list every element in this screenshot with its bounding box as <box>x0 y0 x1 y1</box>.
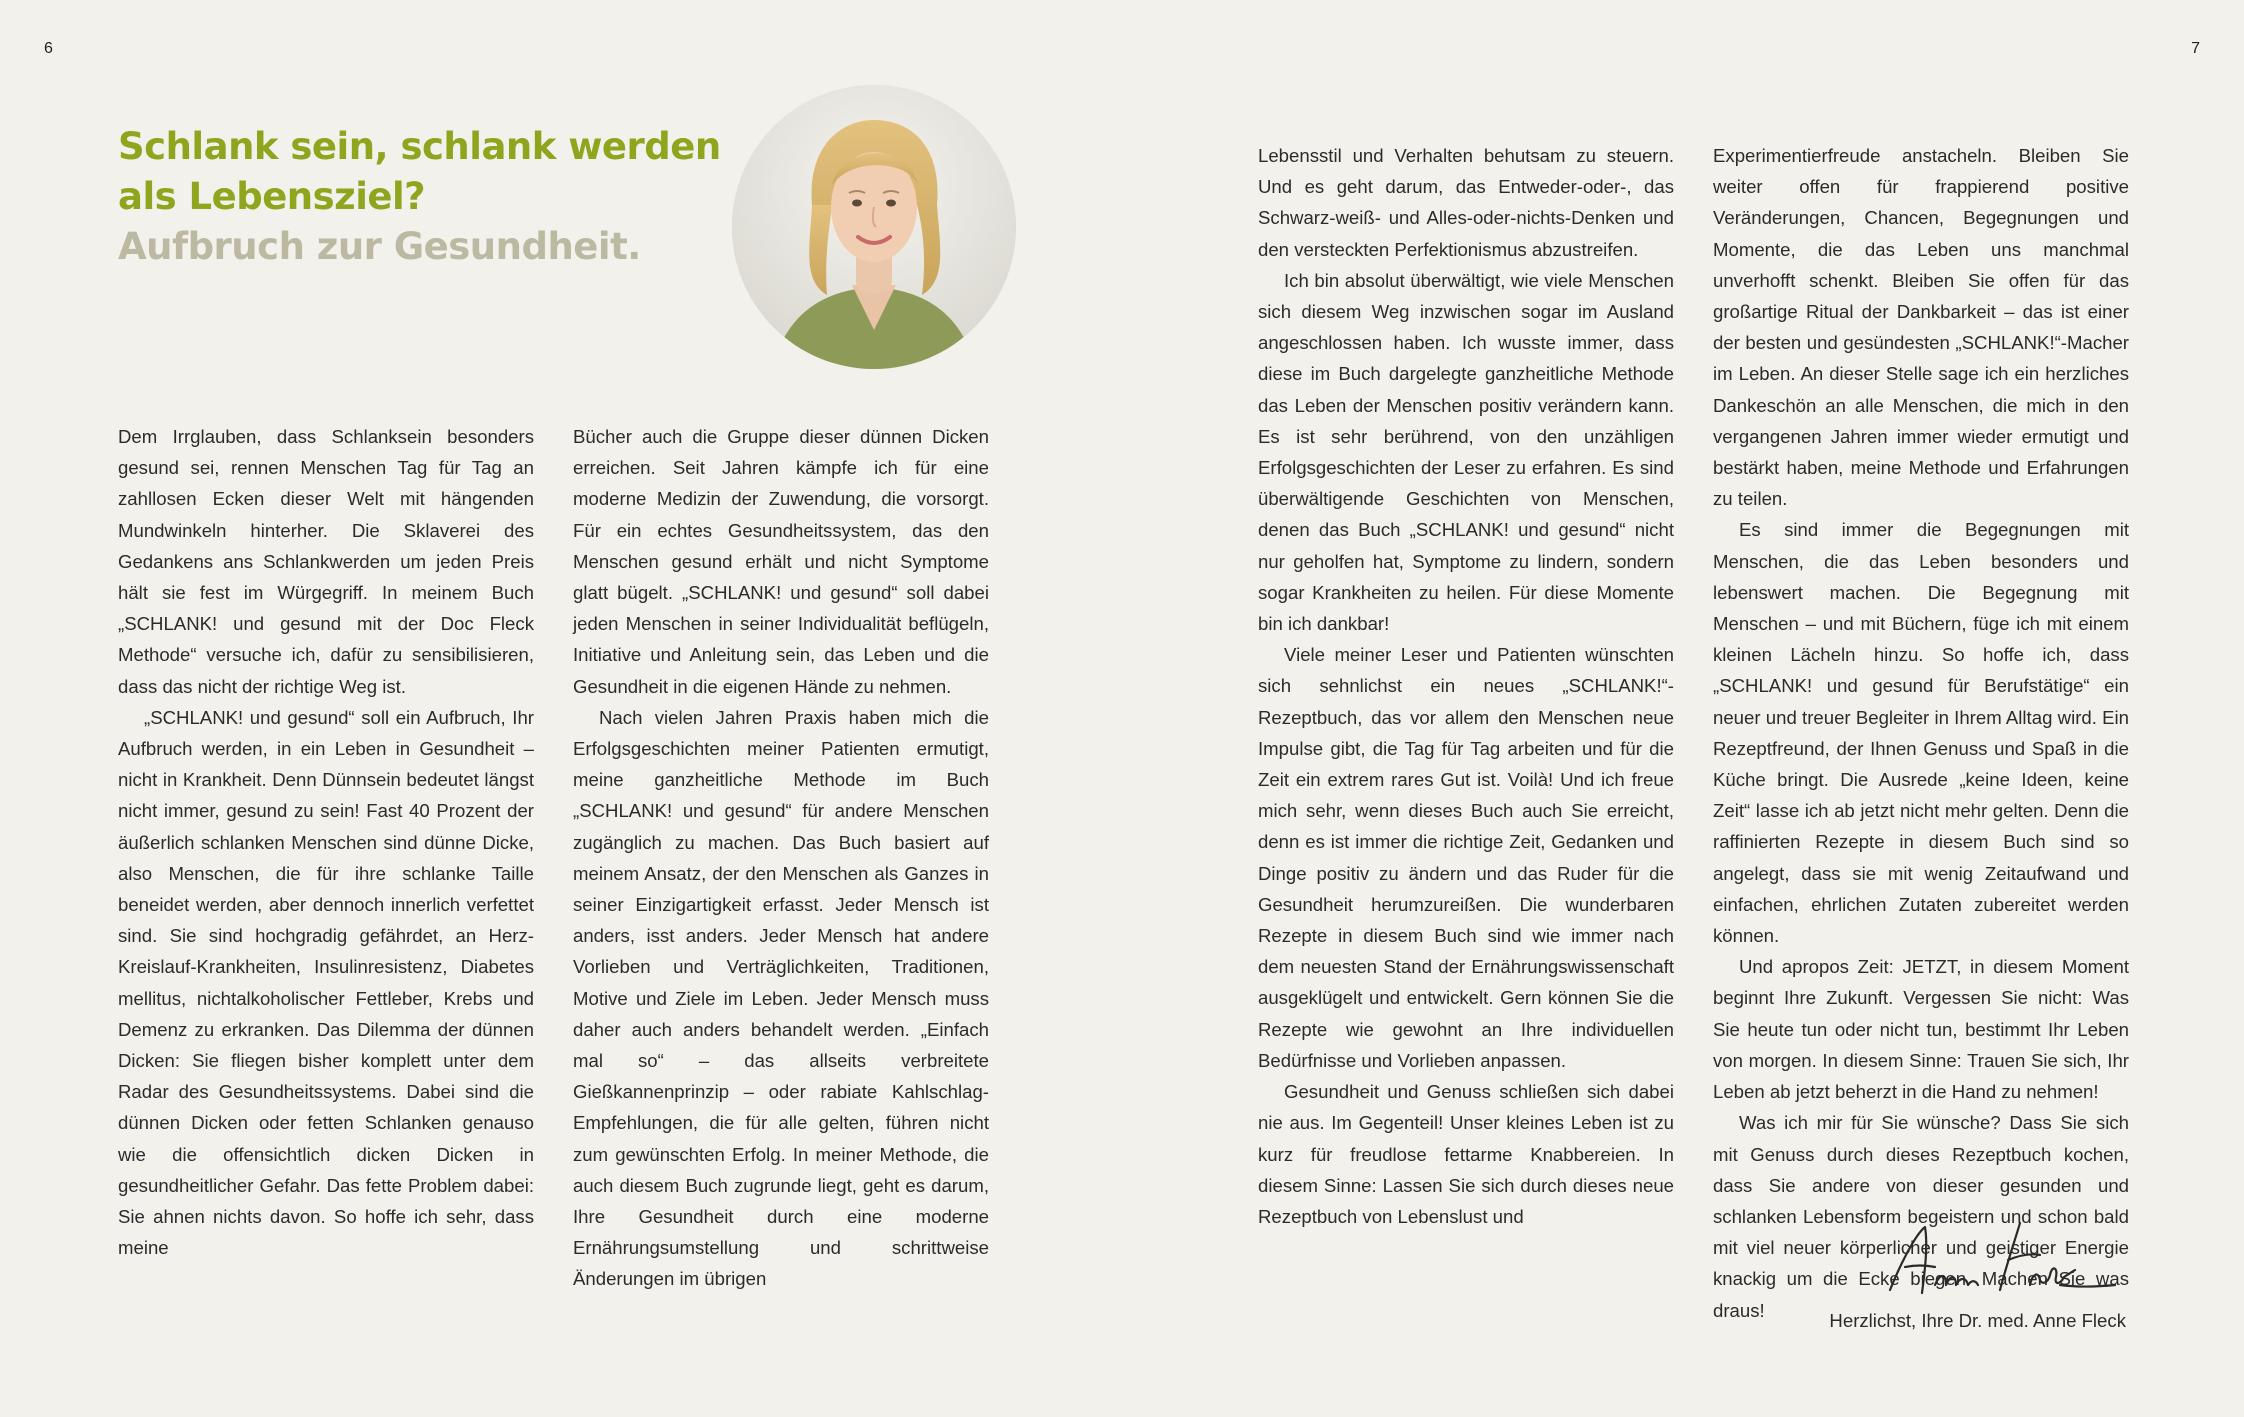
paragraph: Gesundheit und Genuss schließen sich dabei nie aus. Im Gegenteil! Unser kleines Leben ist zu kurz für freudlose fettarme Knabbereien. In diesem Sinne: Lassen Sie sich durch dieses neue Rezeptbuch von Lebenslust und <box>1258 1081 1674 1227</box>
portrait-photo-icon <box>732 85 1016 369</box>
paragraph: Viele meiner Leser und Patienten wünschten sich sehnlichst ein neues „SCHLANK!“-Rezeptbuch, das vor allem den Menschen neue Impulse gibt, die Tag für Tag arbeiten und für die Zeit ein extrem rares Gut ist. Voilà! Und ich freue mich sehr, wenn dieses Buch auch Sie erreicht, denn es ist immer die richtige Zeit, Gedanken und Dinge positiv zu ändern und das Ruder für die Gesundheit herumzureißen. Die wunderbaren Rezepte in diesem Buch sind wie immer nach dem neuesten Stand der Ernährungswissenschaft ausgeklügelt und entwickelt. Gern können Sie die Rezepte wie gewohnt an Ihre individuellen Bedürfnisse und Vorlieben anpassen. <box>1258 644 1674 1071</box>
subtitle: Aufbruch zur Gesundheit. <box>118 225 641 268</box>
page-number-left: 6 <box>44 40 53 57</box>
portrait-illustration <box>732 85 1016 369</box>
title-line-1: Schlank sein, schlank werden <box>118 125 721 168</box>
paragraph: Bücher auch die Gruppe dieser dünnen Dicken erreichen. Seit Jahren kämpfe ich für eine moderne Medizin der Zuwendung, die vorsorgt. Für ein echtes Gesundheitssystem, das den Menschen gesund erhält und nicht Symptome glatt bügelt. „SCHLANK! und gesund“ soll dabei jeden Menschen in seiner Individualität beflügeln, Initiative und Anleitung sein, das Leben und die Gesundheit in die eigenen Hände zu nehmen. <box>573 426 989 697</box>
text-column-2 <box>573 421 989 1295</box>
paragraph: „SCHLANK! und gesund“ soll ein Aufbruch, Ihr Aufbruch werden, in ein Leben in Gesundheit – nicht in Krankheit. Denn Dünnsein bedeutet längst nicht immer, gesund zu sein! Fast 40 Prozent der äußerlich schlanken Menschen sind dünne Dicke, also Menschen, die für ihre schlanke Taille beneidet werden, aber dennoch innerlich verfettet sind. Sie sind hochgradig gefährdet, an Herz-Kreislauf-Krankheiten, Insulinresistenz, Diabetes mellitus, nichtalkoholischer Fettleber, Krebs und Demenz zu erkranken. Das Dilemma der dünnen Dicken: Sie fliegen bisher komplett unter dem Radar des Gesundheitssystems. Dabei sind die dünnen Dicken oder fetten Schlanken genauso wie die offensichtlich dicken Dicken in gesundheitlicher Gefahr. Das fette Problem dabei: Sie ahnen nichts davon. So hoffe ich sehr, dass meine <box>118 706 534 1259</box>
text-column-4 <box>1713 140 2129 1326</box>
paragraph: Und apropos Zeit: JETZT, in diesem Moment beginnt Ihre Zukunft. Vergessen Sie nicht: Was Sie heute tun oder nicht tun, bestimmt Ihr Leben von morgen. In diesem Sinne: Trauen Sie sich, Ihr Leben ab jetzt beherzt in die Hand zu nehmen! <box>1713 956 2129 1103</box>
page-number-right: 7 <box>2191 40 2200 57</box>
text-column-3 <box>1258 140 1674 1232</box>
paragraph: Was ich mir für Sie wünsche? Dass Sie sich mit Genuss durch dieses Rezeptbuch kochen, dass Sie andere von dieser gesunden und schlanken Lebensform begeistern und schon bald mit viel neuer körperlicher und geistiger Energie knackig um die Ecke biegen. Machen Sie was draus! <box>1713 1112 2129 1321</box>
title-line-2: als Lebensziel? <box>118 175 426 218</box>
page-title <box>118 122 738 272</box>
text-column-1 <box>118 421 534 1263</box>
paragraph: Es sind immer die Begegnungen mit Menschen, die das Leben besonders und lebenswert machen. Die Begegnung mit Menschen – und mit Büchern, füge ich mit einem kleinen Lächeln hinzu. So hoffe ich, dass „SCHLANK! und gesund für Berufstätige“ ein neuer und treuer Begleiter in Ihrem Alltag wird. Ein Rezeptfreund, der Ihnen Genuss und Spaß in die Küche bringt. Die Ausrede „keine Ideen, keine Zeit“ lasse ich ab jetzt nicht mehr gelten. Denn die raffinierten Rezepte in diesem Buch sind so angelegt, dass sie mit wenig Zeitaufwand und einfachen, ehrlichen Zutaten zubereitet werden können. <box>1713 519 2129 947</box>
paragraph: Nach vielen Jahren Praxis haben mich die Erfolgsgeschichten meiner Patienten ermutigt, meine ganzheitliche Methode im Buch „SCHLANK! und gesund“ für andere Menschen zugänglich zu machen. Das Buch basiert auf meinem Ansatz, der den Menschen als Ganzes in seiner Einzigartigkeit erfasst. Jeder Mensch ist anders, isst anders. Jeder Mensch hat andere Vorlieben und Verträglichkeiten, Traditionen, Motive und Ziele im Leben. Jeder Mensch muss daher auch anders behandelt werden. „Einfach mal so“ – das allseits verbreitete Gießkannenprinzip – oder rabiate Kahlschlag-Empfehlungen, die für alle gelten, führen nicht zum gewünschten Erfolg. In meiner Methode, die auch diesem Buch zugrunde liegt, geht es darum, Ihre Gesundheit durch eine moderne Ernährungsumstellung und schrittweise Änderungen im übrigen <box>573 706 989 1290</box>
handwritten-signature <box>1880 1215 2120 1305</box>
paragraph: Dem Irrglauben, dass Schlanksein besonders gesund sei, rennen Menschen Tag für Tag an zahllosen Ecken dieser Welt mit hängenden Mundwinkeln hinterher. Die Sklaverei des Gedankens ans Schlankwerden um jeden Preis hält sie fest im Würgegriff. In meinem Buch „SCHLANK! und gesund mit der Doc Fleck Methode“ versuche ich, dafür zu sensibilisieren, dass das nicht der richtige Weg ist. <box>118 426 534 697</box>
signature-icon <box>1880 1215 2120 1305</box>
paragraph: Ich bin absolut überwältigt, wie viele Menschen sich diesem Weg inzwischen sogar im Ausland angeschlossen haben. Ich wusste immer, dass diese im Buch dargelegte ganzheitliche Methode das Leben der Menschen positiv verändern kann. Es ist sehr berührend, von den unzähligen Erfolgsgeschichten der Leser zu erfahren. Es sind überwältigende Geschichten von Menschen, denen das Buch „SCHLANK! und gesund“ nicht nur geholfen hat, Symptome zu lindern, sondern sogar Krankheiten zu heilen. Für diese Momente bin ich dankbar! <box>1258 269 1674 635</box>
closing-signature-line: Herzlichst, Ihre Dr. med. Anne Fleck <box>1829 1310 2126 1331</box>
paragraph: Experimentierfreude anstacheln. Bleiben Sie weiter offen für frappierend positive Veränderungen, Chancen, Begegnungen und Momente, die das Leben uns manchmal unverhofft schenkt. Bleiben Sie offen für das großartige Ritual der Dankbarkeit – das ist einer der besten und gesündesten „SCHLANK!“-Macher im Leben. An dieser Stelle sage ich ein herzliches Dankeschön an alle Menschen, die mich in den vergangenen Jahren immer wieder ermutigt und bestärkt haben, meine Methode und Erfahrungen zu teilen. <box>1713 145 2129 510</box>
paragraph: Lebensstil und Verhalten behutsam zu steuern. Und es geht darum, das Entweder-oder-, das Schwarz-weiß- und Alles-oder-nichts-Denken und den versteckten Perfektionismus abzustreifen. <box>1258 145 1674 260</box>
